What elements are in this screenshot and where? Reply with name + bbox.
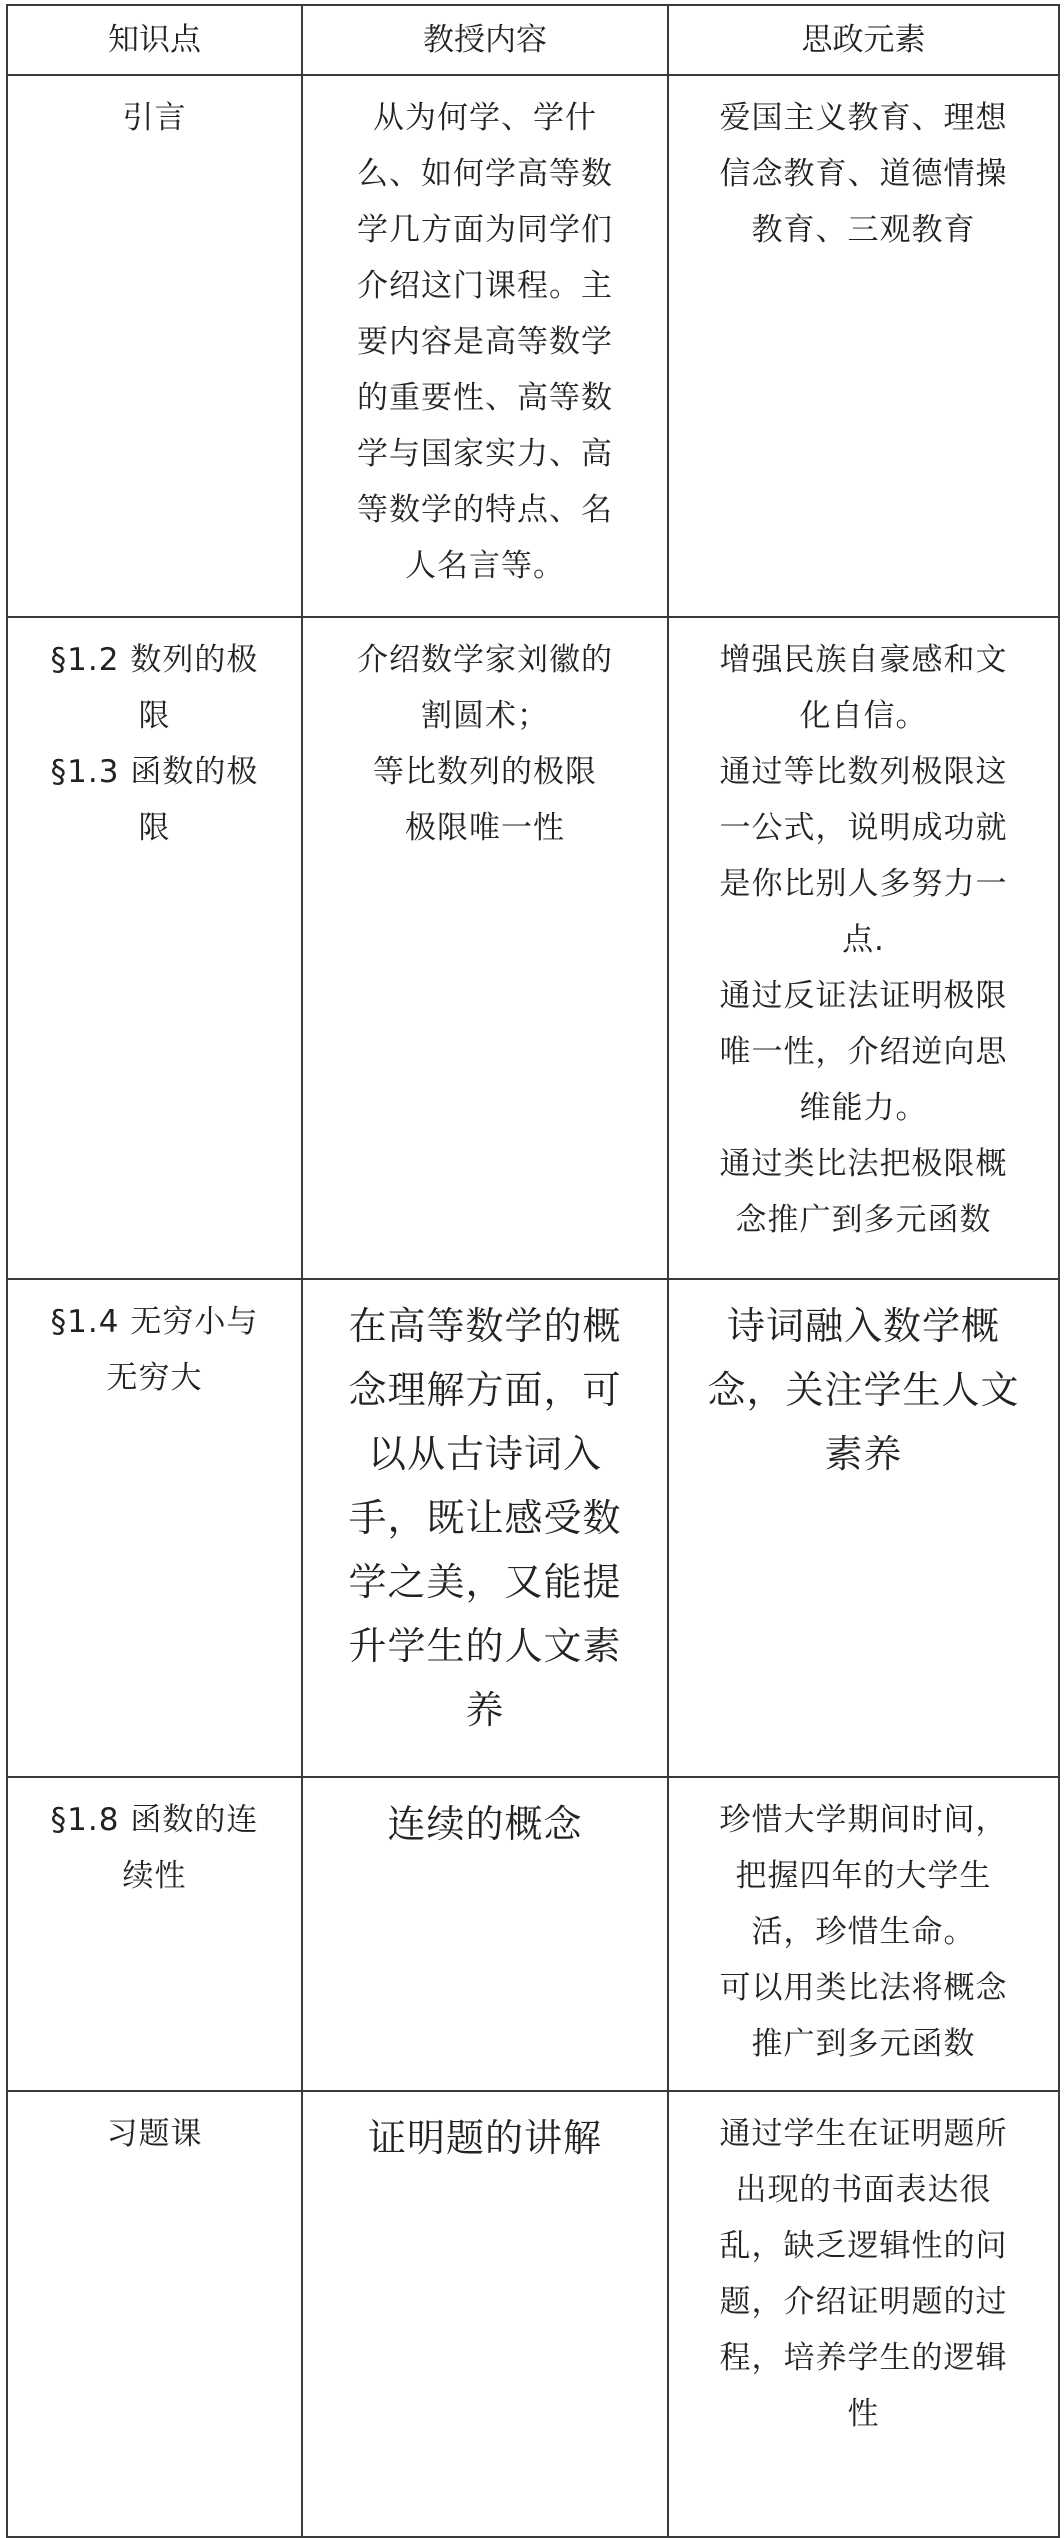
- cell-line: 维能力。: [799, 1090, 928, 1126]
- cell-line: 学之美，又能提: [348, 1560, 622, 1604]
- cell-line: 无穷大: [106, 1360, 203, 1396]
- cell-line: 珍惜大学期间时间，: [719, 1802, 1008, 1838]
- cell-line: 学与国家实力、高: [357, 436, 613, 472]
- header-content: 教授内容: [302, 5, 668, 75]
- cell-line: 连续的概念: [387, 1802, 583, 1846]
- cell-line: §1.8 函数的连: [50, 1802, 259, 1838]
- topic-cell: [7, 2091, 302, 2537]
- cell-line: 等比数列的极限: [373, 754, 597, 790]
- cell-line: 续性: [122, 1858, 187, 1894]
- cell-line: 素养: [824, 1432, 903, 1476]
- cell-line: 要内容是高等数学: [357, 324, 613, 360]
- cell-line: 化自信。: [799, 698, 928, 734]
- cell-line: 活，珍惜生命。: [751, 1914, 976, 1950]
- cell-line: 题，介绍证明题的过: [719, 2284, 1008, 2320]
- topic-cell: [7, 75, 302, 617]
- cell-line: 在高等数学的概: [348, 1304, 622, 1348]
- cell-line: 增强民族自豪感和文: [719, 642, 1008, 678]
- elements-cell: [668, 617, 1059, 1279]
- cell-line: 么、如何学高等数: [357, 156, 613, 192]
- cell-line: 等数学的特点、名: [357, 492, 613, 528]
- cell-line: 限: [138, 698, 171, 734]
- cell-line: 手，既让感受数: [348, 1496, 622, 1540]
- topic-cell: [7, 1279, 302, 1777]
- cell-line: 念，关注学生人文: [707, 1368, 1020, 1412]
- content-cell: [302, 617, 668, 1279]
- cell-line: §1.3 函数的极: [50, 754, 259, 790]
- cell-line: §1.2 数列的极: [50, 642, 259, 678]
- elements-cell: [668, 75, 1059, 617]
- cell-line: 升学生的人文素: [348, 1624, 622, 1668]
- content-cell: [302, 2091, 668, 2537]
- cell-line: 通过学生在证明题所: [719, 2116, 1008, 2152]
- cell-line: 习题课: [106, 2116, 203, 2152]
- cell-line: 学几方面为同学们: [357, 212, 613, 248]
- table-row: [7, 617, 1059, 1279]
- cell-line: 念理解方面，可: [348, 1368, 622, 1412]
- cell-line: 程，培养学生的逻辑: [719, 2340, 1008, 2376]
- cell-line: 教育、三观教育: [751, 212, 976, 248]
- elements-cell: [668, 1777, 1059, 2091]
- table-row: [7, 1279, 1059, 1777]
- table-row: [7, 2091, 1059, 2537]
- cell-line: 诗词融入数学概: [726, 1304, 1000, 1348]
- header-topic: 知识点: [7, 5, 302, 75]
- elements-cell: [668, 2091, 1059, 2537]
- cell-line: 限: [138, 810, 171, 846]
- cell-line: 极限唯一性: [405, 810, 565, 846]
- curriculum-table: [6, 4, 1060, 2538]
- content-cell: [302, 1777, 668, 2091]
- cell-line: 性: [847, 2396, 880, 2432]
- cell-line: 以从古诗词入: [367, 1432, 602, 1476]
- cell-line: §1.4 无穷小与: [50, 1304, 259, 1340]
- cell-line: 证明题的讲解: [367, 2116, 602, 2160]
- cell-line: 引言: [122, 100, 187, 136]
- cell-line: 信念教育、道德情操: [719, 156, 1008, 192]
- cell-line: 出现的书面表达很: [735, 2172, 992, 2208]
- cell-line: 把握四年的大学生: [735, 1858, 992, 1894]
- cell-line: 人名言等。: [405, 548, 565, 584]
- cell-line: 的重要性、高等数: [357, 380, 613, 416]
- topic-cell: [7, 617, 302, 1279]
- cell-line: 通过反证法证明极限: [719, 978, 1008, 1014]
- elements-cell: [668, 1279, 1059, 1777]
- cell-line: 可以用类比法将概念: [719, 1970, 1008, 2006]
- table-row: [7, 75, 1059, 617]
- header-row: [7, 5, 1059, 75]
- cell-line: 是你比别人多努力一: [719, 866, 1008, 902]
- table-row: [7, 1777, 1059, 2091]
- cell-line: 推广到多元函数: [751, 2026, 976, 2062]
- cell-line: 唯一性，介绍逆向思: [719, 1034, 1008, 1070]
- cell-line: 一公式，说明成功就: [719, 810, 1008, 846]
- cell-line: 养: [465, 1688, 505, 1732]
- cell-line: 乱，缺乏逻辑性的问: [719, 2228, 1008, 2264]
- topic-cell: [7, 1777, 302, 2091]
- content-cell: [302, 75, 668, 617]
- header-elements: 思政元素: [668, 5, 1059, 75]
- cell-line: 爱国主义教育、理想: [719, 100, 1008, 136]
- content-cell: [302, 1279, 668, 1777]
- cell-line: 通过等比数列极限这: [719, 754, 1008, 790]
- cell-line: 从为何学、学什: [373, 100, 597, 136]
- cell-line: 介绍数学家刘徽的: [357, 642, 613, 678]
- cell-line: 介绍这门课程。主: [357, 268, 613, 304]
- cell-line: 通过类比法把极限概: [719, 1146, 1008, 1182]
- cell-line: 点.: [842, 922, 885, 958]
- cell-line: 念推广到多元函数: [735, 1202, 992, 1238]
- cell-line: 割圆术；: [421, 698, 549, 734]
